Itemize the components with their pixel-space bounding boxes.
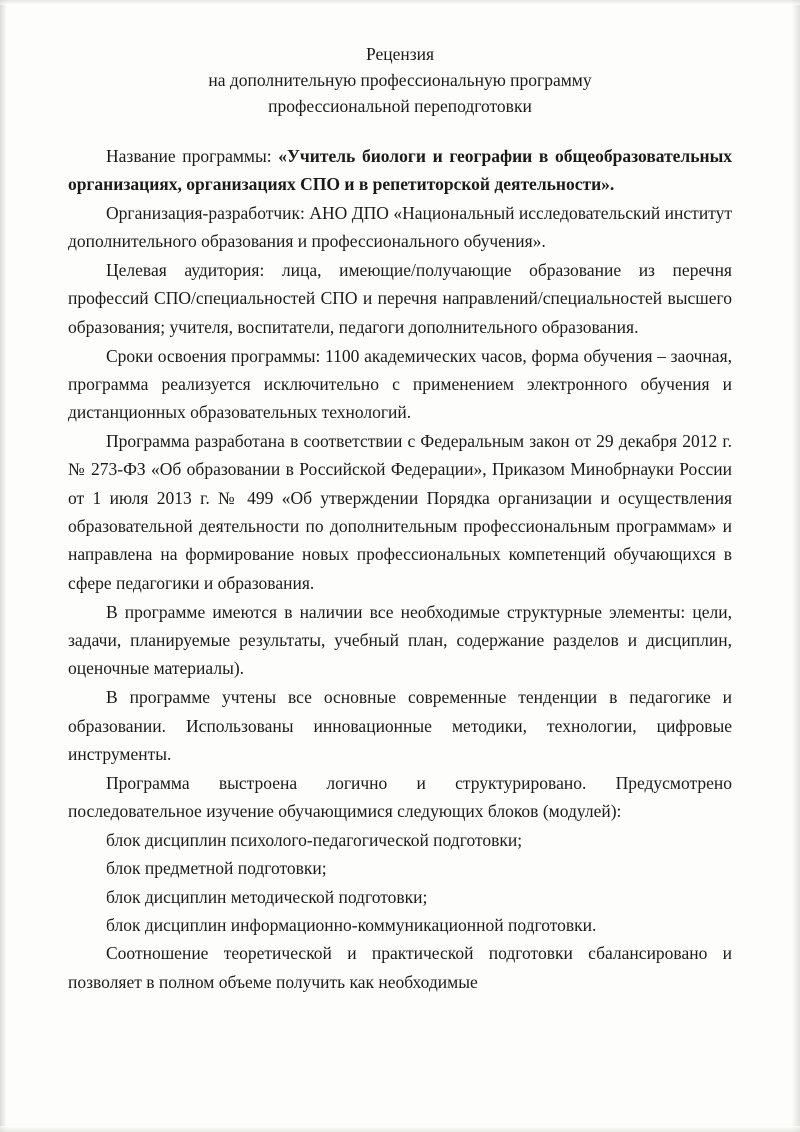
block-list-item: блок дисциплин психолого-педагогической подготовки; — [106, 829, 523, 850]
paragraph-theory-practice-ratio: Соотношение теоретической и практической подготовки сбалансировано и позволяет в полном объеме получить как необходимые — [68, 943, 732, 992]
block-list-item: блок предметной подготовки; — [106, 858, 327, 879]
paragraph-legal-basis: Программа разработана в соответствии с Федеральным закон от 29 декабря 2012 г. № 273-ФЗ «Об образовании в Российской Федерации», Приказом Минобрнауки России от 1 июля 2013 г. № 499 «Об утверждении Порядка организации и осуществления образовательной деятельности по дополнительным профессиональным программам» и направлена на формирование новых профессиональных компетенций обучающихся в сфере педагогики и образования. — [68, 431, 732, 593]
document-title-line-3: профессиональной переподготовки — [268, 95, 532, 116]
document-body — [68, 142, 732, 996]
document-title-block — [68, 42, 732, 120]
paragraph-modern-trends: В программе учтены все основные современные тенденции в педагогике и образовании. Использованы инновационные методики, технологии, цифровые инструменты. — [68, 687, 732, 764]
page-edge-top — [0, 0, 800, 5]
page-edge-left — [0, 0, 7, 1132]
paragraph-structural-elements: В программе имеются в наличии все необходимые структурные элементы: цели, задачи, планируемые результаты, учебный план, содержание разделов и дисциплин, оценочные материалы). — [68, 601, 732, 679]
document-title-line-2: на дополнительную профессиональную программу — [208, 69, 592, 90]
paragraph-structure-logic: Программа выстроена логично и структурировано. Предусмотрено последовательное изучение обучающимися следующих блоков (модулей): — [68, 772, 732, 822]
page-edge-right — [791, 0, 800, 1132]
paragraph-developer-organization: Организация-разработчик: АНО ДПО «Национальный исследовательский институт дополнительного образования и профессионального обучения». — [68, 202, 732, 252]
program-name-value: «Учитель биологи и географии в общеобразовательных организациях, организациях СПО и в репетиторской деятельности». — [68, 145, 732, 195]
paragraph-target-audience: Целевая аудитория: лица, имеющие/получающие образование из перечня профессий СПО/специальностей СПО и перечня направлений/специальностей высшего образования; учителя, воспитатели, педагоги дополнительного образования. — [68, 260, 732, 337]
page-edge-bottom — [0, 1126, 800, 1132]
document-content — [68, 42, 732, 996]
document-title-line-1: Рецензия — [365, 44, 435, 64]
block-list-item: блок дисциплин методической подготовки; — [106, 886, 428, 907]
block-list-item: блок дисциплин информационно-коммуникационной подготовки. — [106, 914, 597, 935]
program-name-lead: Название программы: — [106, 145, 279, 166]
paragraph-duration: Сроки освоения программы: 1100 академических часов, форма обучения – заочная, программа реализуется исключительно с применением электронного обучения и дистанционных образовательных технологий. — [68, 345, 732, 423]
paragraph-program-name — [68, 142, 732, 199]
